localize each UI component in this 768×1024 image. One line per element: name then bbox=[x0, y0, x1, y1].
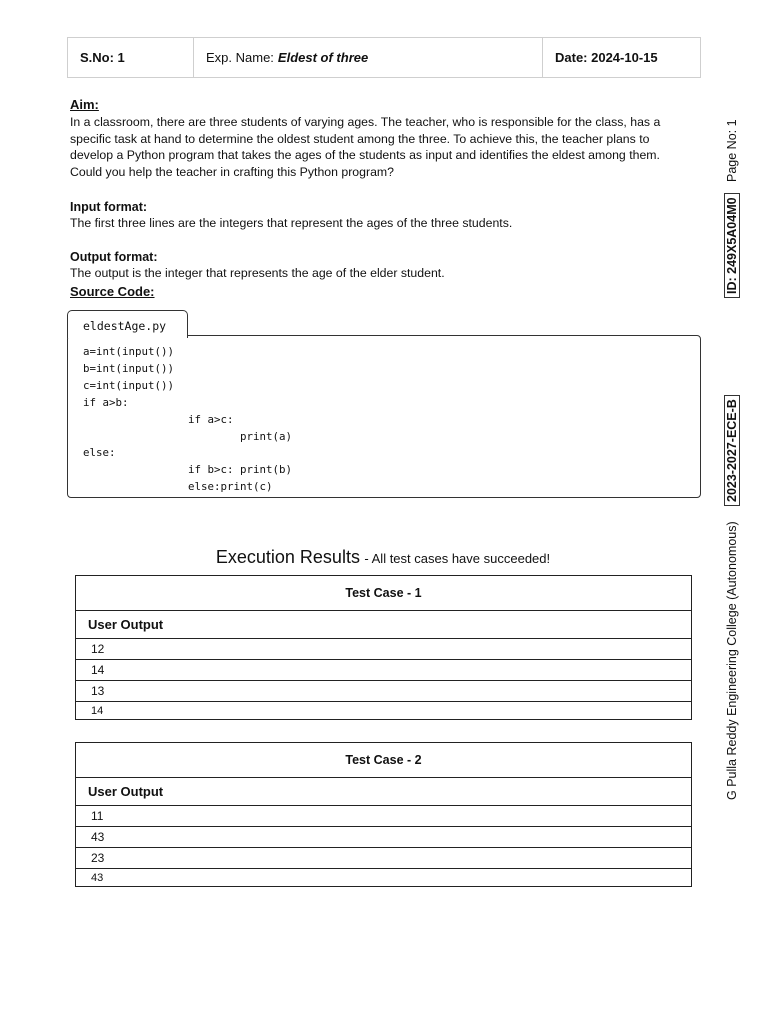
test-case-table bbox=[75, 742, 692, 887]
code-box bbox=[67, 335, 701, 498]
code-line: if b>c: print(b) bbox=[188, 463, 293, 476]
test-case-title: Test Case - 2 bbox=[76, 743, 691, 778]
code-line: if a>b: bbox=[83, 396, 129, 409]
test-case-table bbox=[75, 575, 692, 720]
user-output-label: User Output bbox=[76, 778, 691, 806]
code-line: b=int(input()) bbox=[83, 362, 175, 375]
page-number: Page No: 1 bbox=[725, 119, 739, 182]
header-table bbox=[67, 37, 701, 78]
test-case-row: 14 bbox=[91, 704, 104, 717]
test-case-row: 11 bbox=[76, 806, 691, 827]
code-line: else:print(c) bbox=[188, 480, 273, 493]
test-case-row: 14 bbox=[76, 660, 691, 681]
execution-results-heading: Execution Results bbox=[215, 547, 360, 567]
aim-text: In a classroom, there are three students of varying ages. The teacher, who is responsible for the class, has a specific task at hand to determine the oldest student among the three. To achieve this, the teacher plans to develop a Python program that takes the ages of the students as input and identifies the eldest among them. Could you help the teacher in crafting this Python program? bbox=[70, 115, 661, 179]
batch-label-text: 2023-2027-ECE-B bbox=[724, 395, 740, 506]
code-line: a=int(input()) bbox=[83, 345, 175, 358]
test-case-row: 13 bbox=[76, 681, 691, 702]
aim-heading: Aim: bbox=[70, 97, 99, 112]
college-name: G Pulla Reddy Engineering College (Autonomous) bbox=[725, 521, 739, 800]
experiment-name-value: Eldest of three bbox=[277, 50, 369, 65]
source-code-heading: Source Code: bbox=[70, 284, 155, 299]
experiment-name-label: Exp. Name: bbox=[206, 50, 274, 65]
test-case-row: 43 bbox=[76, 827, 691, 848]
code-line: print(a) bbox=[240, 430, 293, 443]
output-format-text: The output is the integer that represents the age of the elder student. bbox=[70, 266, 445, 280]
student-id-text: ID: 249X5A04M0 bbox=[724, 193, 740, 298]
test-case-row: 43 bbox=[91, 871, 104, 884]
experiment-name bbox=[194, 38, 543, 77]
experiment-date: Date: 2024-10-15 bbox=[555, 50, 658, 65]
batch-label bbox=[725, 395, 739, 506]
user-output-label: User Output bbox=[76, 611, 691, 639]
input-format-text: The first three lines are the integers that represent the ages of the three students. bbox=[70, 216, 513, 230]
source-file-tab[interactable]: eldestAge.py bbox=[67, 310, 188, 338]
serial-number: S.No: 1 bbox=[68, 38, 194, 77]
test-case-row: 12 bbox=[76, 639, 691, 660]
code-line: c=int(input()) bbox=[83, 379, 175, 392]
input-format-heading: Input format: bbox=[70, 200, 148, 214]
student-id bbox=[725, 193, 739, 298]
code-line: else: bbox=[83, 446, 116, 459]
test-case-title: Test Case - 1 bbox=[76, 576, 691, 611]
execution-results-title bbox=[0, 547, 768, 568]
code-line: if a>c: bbox=[188, 413, 234, 426]
execution-status: - All test cases have succeeded! bbox=[364, 551, 551, 566]
output-format-heading: Output format: bbox=[70, 250, 158, 264]
test-case-row: 23 bbox=[76, 848, 691, 869]
